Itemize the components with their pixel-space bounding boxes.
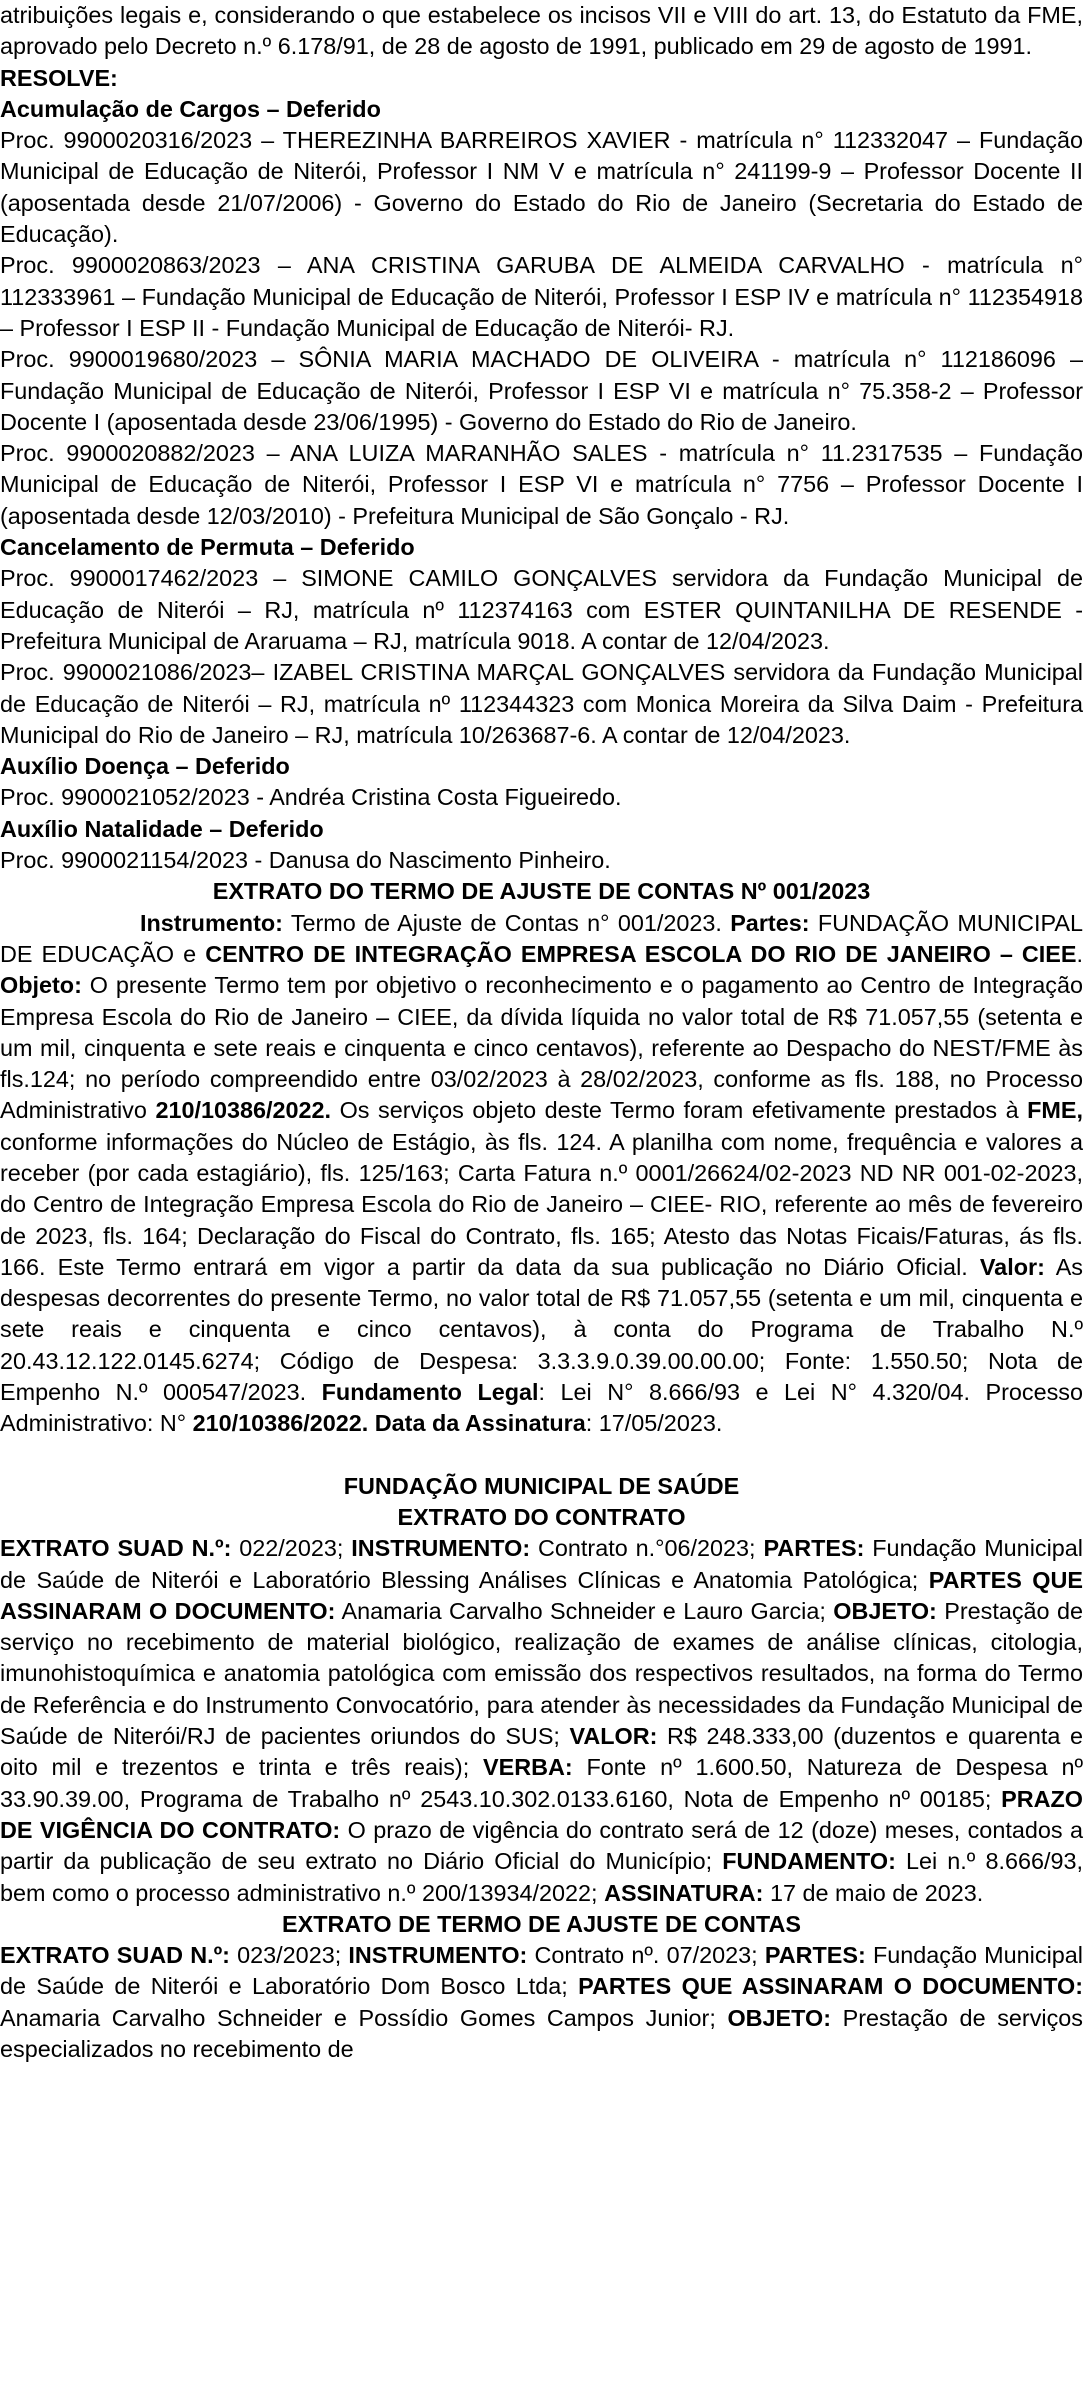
permuta-heading: Cancelamento de Permuta – Deferido [0, 534, 415, 561]
ciee-name: CENTRO DE INTEGRAÇÃO EMPRESA ESCOLA DO RIO DE JANEIRO – CIEE [205, 940, 1077, 967]
label-partes: Partes: [730, 909, 810, 936]
label-fundamento: FUNDAMENTO: [722, 1848, 896, 1875]
extrato-ajuste-contas-body: EXTRATO SUAD N.º: 023/2023; INSTRUMENTO: Contrato nº. 07/2023; PARTES: Fundação Municipal de Saúde de Niterói e Laboratório Dom Bosco Ltda; PARTES QUE ASSINARAM O DOCUMENTO: Anamaria Carvalho Schneider e Possídio Gomes Campos Junior; OBJETO: Prestação de serviços especializados no recebimento de [0, 1942, 1083, 2062]
label-fundamento: Fundamento Legal [321, 1379, 539, 1406]
acumulacao-item: Proc. 9900020882/2023 – ANA LUIZA MARANHÃO SALES - matrícula n° 11.2317535 – Fundação Municipal de Educação de Niterói, Professor I ESP VI e matrícula n° 7756 – Professor Docente I (aposentada desde 12/03/2010) - Prefeitura Municipal de São Gonçalo - RJ. [0, 440, 1083, 529]
label-assinatura: ASSINATURA: [604, 1879, 764, 1906]
permuta-item: Proc. 9900021086/2023– IZABEL CRISTINA MARÇAL GONÇALVES servidora da Fundação Municipal de Educação de Niterói – RJ, matrícula nº 112344323 com Monica Moreira da Silva Daim - Prefeitura Municipal do Rio de Janeiro – RJ, matrícula 10/263687-6. A contar de 12/04/2023. [0, 659, 1083, 748]
fme-abbrev: FME, [1027, 1097, 1083, 1124]
extrato-contrato-title: EXTRATO DO CONTRATO [397, 1503, 686, 1530]
label-prazo: PRAZO DE VIGÊNCIA DO CONTRATO: [0, 1785, 1083, 1843]
extrato-ajuste-body: Instrumento: Termo de Ajuste de Contas n° 001/2023. Partes: FUNDAÇÃO MUNICIPAL DE EDUCAÇÃO e CENTRO DE INTEGRAÇÃO EMPRESA ESCOLA DO RIO DE JANEIRO – CIEE. Objeto: O presente Termo tem por objetivo o reconhecimento e o pagamento ao Centro de Integração Empresa Escola do Rio de Janeiro – CIEE, da dívida líquida no valor total de R$ 71.057,55 (setenta e um mil, cinquenta e sete reais e cinquenta e cinco centavos), referente ao Despacho do NEST/FME às fls.124; no período compreendido entre 03/02/2023 à 28/02/2023, conforme as fls. 188, no Processo Administrativo 210/10386/2022. Os serviços objeto deste Termo foram efetivamente prestados à FME, conforme informações do Núcleo de Estágio, às fls. 124. A planilha com nome, frequência e valores a receber (por cada estagiário), fls. 125/163; Carta Fatura n.º 0001/26624/02-2023 ND NR 001-02-2023, do Centro de Integração Empresa Escola do Rio de Janeiro – CIEE- RIO, referente ao mês de fevereiro de 2023, fls. 164; Declaração do Fiscal do Contrato, fls. 165; Atesto das Notas Ficais/Faturas, ás fls. 166. Este Termo entrará em vigor a partir da data da sua publicação no Diário Oficial. Valor: As despesas decorrentes do presente Termo, no valor total de R$ 71.057,55 (setenta e um mil, cinquenta e sete reais e cinquenta e cinco centavos), à conta do Programa de Trabalho N.º 20.43.12.122.0145.6274; Código de Despesa: 3.3.3.9.0.39.00.00.00; Fonte: 1.550.50; Nota de Empenho N.º 000547/2023. Fundamento Legal: Lei N° 8.666/93 e Lei N° 4.320/04. Processo Administrativo: N° 210/10386/2022. Data da Assinatura: 17/05/2023. [0, 909, 1084, 1437]
extrato-ajuste-title: EXTRATO DO TERMO DE AJUSTE DE CONTAS Nº 001/2023 [212, 878, 871, 905]
label-verba: VERBA: [483, 1754, 573, 1781]
natalidade-heading: Auxílio Natalidade – Deferido [0, 815, 324, 842]
permuta-item: Proc. 9900017462/2023 – SIMONE CAMILO GONÇALVES servidora da Fundação Municipal de Educação de Niterói – RJ, matrícula nº 112374163 com ESTER QUINTANILHA DE RESENDE - Prefeitura Municipal de Araruama – RJ, matrícula 9018. A contar de 12/04/2023. [0, 565, 1083, 654]
label-extrato-suad: EXTRATO SUAD N.º: [0, 1535, 232, 1562]
acumulacao-item: Proc. 9900019680/2023 – SÔNIA MARIA MACHADO DE OLIVEIRA - matrícula n° 112186096 – Fundação Municipal de Educação de Niterói, Professor I ESP VI e matrícula n° 75.358-2 – Professor Docente I (aposentada desde 23/06/1995) - Governo do Estado do Rio de Janeiro. [0, 346, 1083, 435]
label-valor: VALOR: [569, 1723, 658, 1750]
label-objeto: OBJETO: [833, 1597, 937, 1624]
process-number-2: 210/10386/2022. [192, 1410, 369, 1437]
process-number: 210/10386/2022. [155, 1097, 332, 1124]
resolve-heading: RESOLVE: [0, 64, 118, 91]
label-valor: Valor: [979, 1253, 1045, 1280]
label-instrumento: INSTRUMENTO: [351, 1535, 531, 1562]
label-extrato-suad: EXTRATO SUAD N.º: [0, 1942, 230, 1969]
natalidade-item: Proc. 9900021154/2023 - Danusa do Nascimento Pinheiro. [0, 847, 611, 874]
label-partes: PARTES: [764, 1942, 866, 1969]
fms-title: FUNDAÇÃO MUNICIPAL DE SAÚDE [343, 1472, 740, 1499]
acumulacao-heading: Acumulação de Cargos – Deferido [0, 95, 381, 122]
label-instrumento: Instrumento: [140, 909, 283, 936]
doenca-item: Proc. 9900021052/2023 - Andréa Cristina Costa Figueiredo. [0, 784, 622, 811]
label-objeto: Objeto: [0, 972, 82, 999]
doenca-heading: Auxílio Doença – Deferido [0, 753, 290, 780]
label-partes-assinaram: PARTES QUE ASSINARAM O DOCUMENTO: [578, 1973, 1083, 2000]
label-partes: PARTES: [763, 1535, 865, 1562]
label-objeto: OBJETO: [727, 2004, 831, 2031]
label-data-assinatura: Data da Assinatura [374, 1410, 586, 1437]
section-spacer [0, 1440, 1083, 1471]
label-instrumento: INSTRUMENTO: [348, 1942, 528, 1969]
label-partes-assinaram: PARTES QUE ASSINARAM O DOCUMENTO: [0, 1566, 1083, 1624]
intro-paragraph: atribuições legais e, considerando o que estabelece os incisos VII e VIII do art. 13, do Estatuto da FME, aprovado pelo Decreto n.º 6.178/91, de 28 de agosto de 1991, publicado em 29 de agosto de 1991. [0, 2, 1083, 60]
extrato-ajuste-contas-title: EXTRATO DE TERMO DE AJUSTE DE CONTAS [282, 1910, 801, 1937]
extrato-contrato-body: EXTRATO SUAD N.º: 022/2023; INSTRUMENTO: Contrato n.°06/2023; PARTES: Fundação Municipal de Saúde de Niterói e Laboratório Blessing Análises Clínicas e Anatomia Patológica; PARTES QUE ASSINARAM O DOCUMENTO: Anamaria Carvalho Schneider e Lauro Garcia; OBJETO: Prestação de serviço no recebimento de material biológico, realização de exames de análise clínicas, citologia, imunohistoquímica e anatomia patológica com emissão dos respectivos resultados, na forma do Termo de Referência e do Instrumento Convocatório, para atender às necessidades da Fundação Municipal de Saúde de Niterói/RJ de pacientes oriundos do SUS; VALOR: R$ 248.333,00 (duzentos e quarenta e oito mil e trezentos e trinta e três reais); VERBA: Fonte nº 1.600.50, Natureza de Despesa nº 33.90.39.00, Programa de Trabalho nº 2543.10.302.0133.6160, Nota de Empenho nº 00185; PRAZO DE VIGÊNCIA DO CONTRATO: O prazo de vigência do contrato será de 12 (doze) meses, contados a partir da publicação de seu extrato no Diário Oficial do Município; FUNDAMENTO: Lei n.º 8.666/93, bem como o processo administrativo n.º 200/13934/2022; ASSINATURA: 17 de maio de 2023. [0, 1535, 1084, 1906]
acumulacao-item: Proc. 9900020316/2023 – THEREZINHA BARREIROS XAVIER - matrícula n° 112332047 – Fundação Municipal de Educação de Niterói, Professor I NM V e matrícula n° 241199-9 – Professor Docente II (aposentada desde 21/07/2006) - Governo do Estado do Rio de Janeiro (Secretaria do Estado de Educação). [0, 127, 1083, 248]
acumulacao-item: Proc. 9900020863/2023 – ANA CRISTINA GARUBA DE ALMEIDA CARVALHO - matrícula n° 112333961 – Fundação Municipal de Educação de Niterói, Professor I ESP IV e matrícula n° 112354918 – Professor I ESP II - Fundação Municipal de Educação de Niterói- RJ. [0, 252, 1083, 341]
